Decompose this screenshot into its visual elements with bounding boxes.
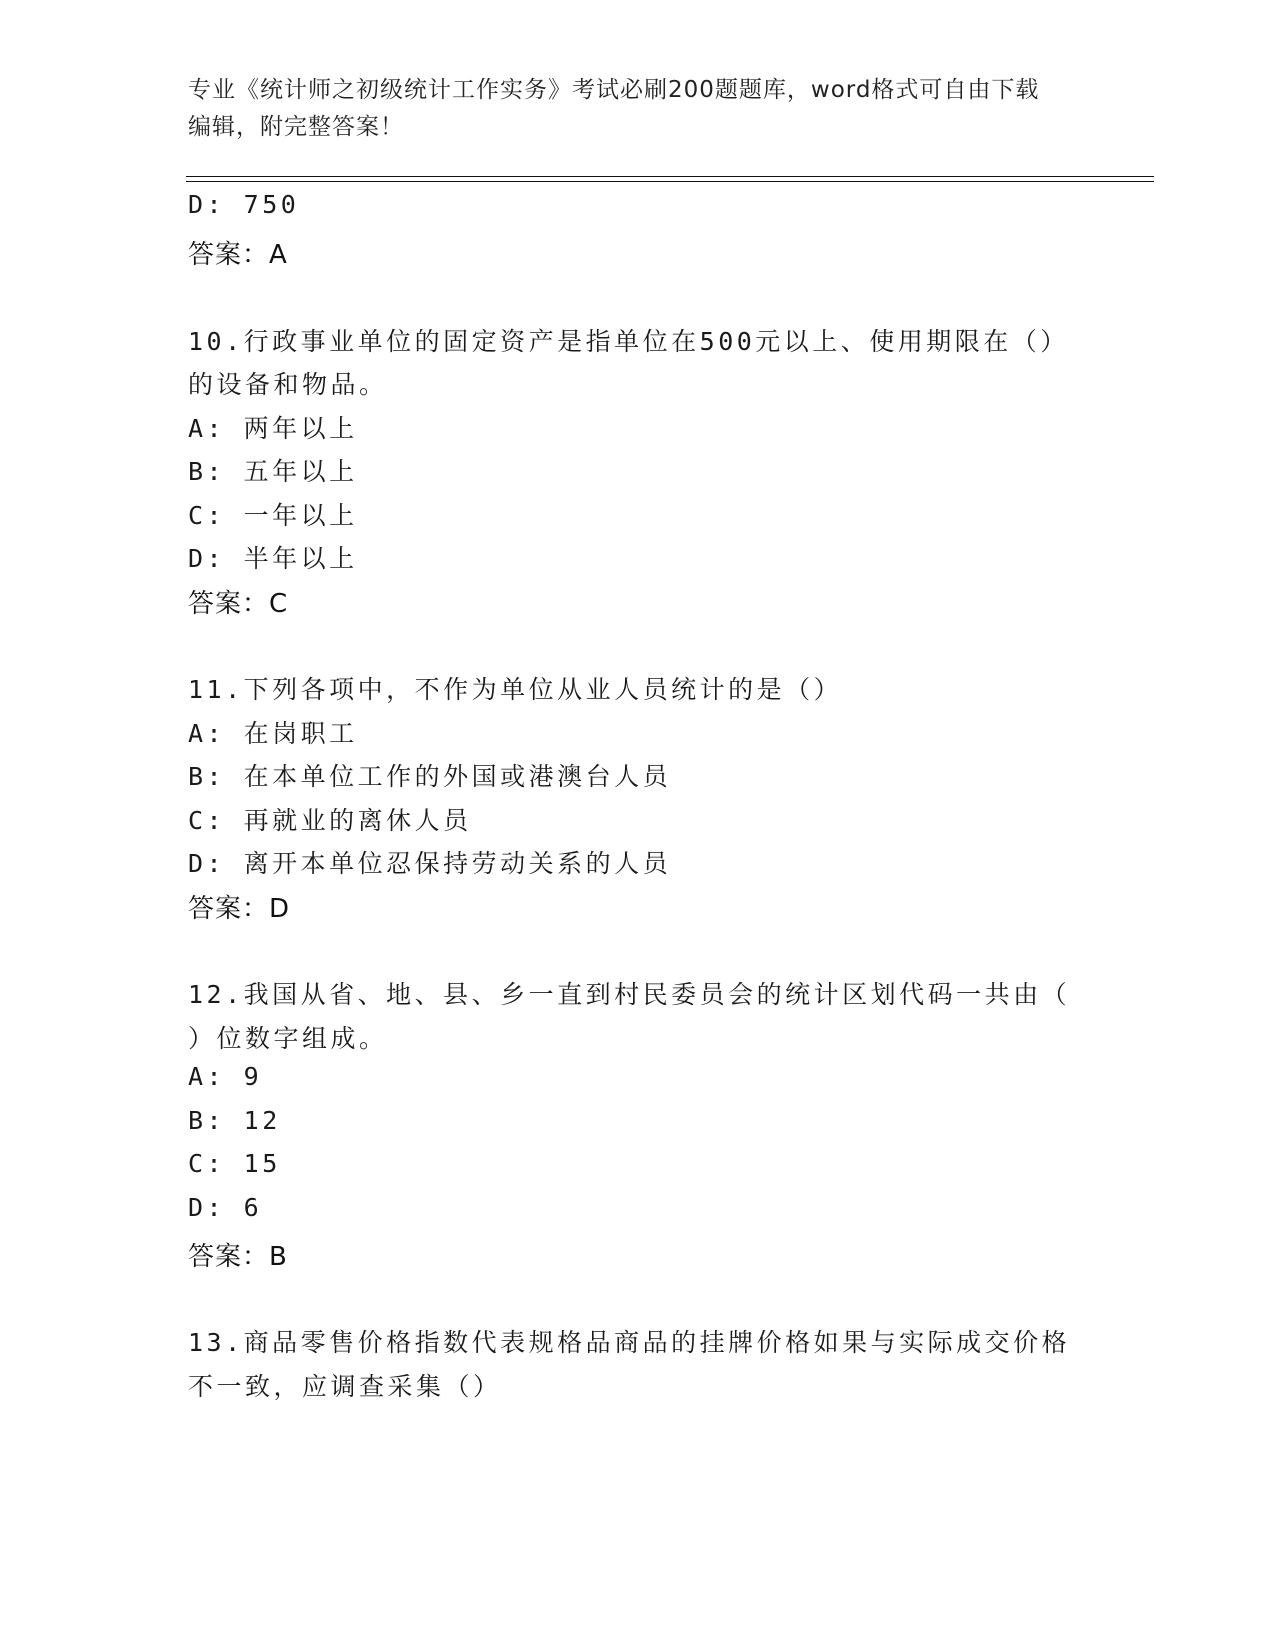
q9-answer: 答案：A [188,240,288,270]
q11-option-c: C: 再就业的离休人员 [188,806,472,835]
q10-answer: 答案：C [188,589,289,619]
q11-option-d: D: 离开本单位忍保持劳动关系的人员 [188,849,672,878]
q13-question-line-1: 13.商品零售价格指数代表规格品商品的挂牌价格如果与实际成交价格 [188,1328,1071,1357]
q12-answer: 答案：B [188,1242,288,1272]
q12-option-c: C: 15 [188,1149,281,1178]
q11-question-line-1: 11.下列各项中，不作为单位从业人员统计的是（） [188,675,843,704]
q10-question-line-2: 的设备和物品。 [188,370,388,399]
header-divider-top [186,176,1154,177]
document-header [188,72,1088,146]
q12-option-a: A: 9 [188,1062,263,1091]
q10-option-d: D: 半年以上 [188,544,358,573]
header-divider-bottom [186,181,1154,182]
q11-option-b: B: 在本单位工作的外国或港澳台人员 [188,762,672,791]
q12-question-line-2: ）位数字组成。 [188,1024,388,1053]
q11-option-a: A: 在岗职工 [188,719,358,748]
q11-answer: 答案：D [188,894,291,924]
header-line-1: 专业《统计师之初级统计工作实务》考试必刷200题题库，word格式可自由下载 [188,77,1040,103]
q12-option-d: D: 6 [188,1193,263,1222]
q12-question-line-1: 12.我国从省、地、县、乡一直到村民委员会的统计区划代码一共由（ [188,980,1071,1009]
q13-question-line-2: 不一致，应调查采集（） [188,1372,502,1401]
q12-option-b: B: 12 [188,1106,281,1135]
q10-question-line-1: 10.行政事业单位的固定资产是指单位在500元以上、使用期限在（） [188,327,1069,356]
q10-option-b: B: 五年以上 [188,457,358,486]
q9-option-d: D: 750 [188,190,300,219]
q10-option-c: C: 一年以上 [188,501,358,530]
header-line-2: 编辑，附完整答案！ [188,114,404,140]
q10-option-a: A: 两年以上 [188,414,358,443]
